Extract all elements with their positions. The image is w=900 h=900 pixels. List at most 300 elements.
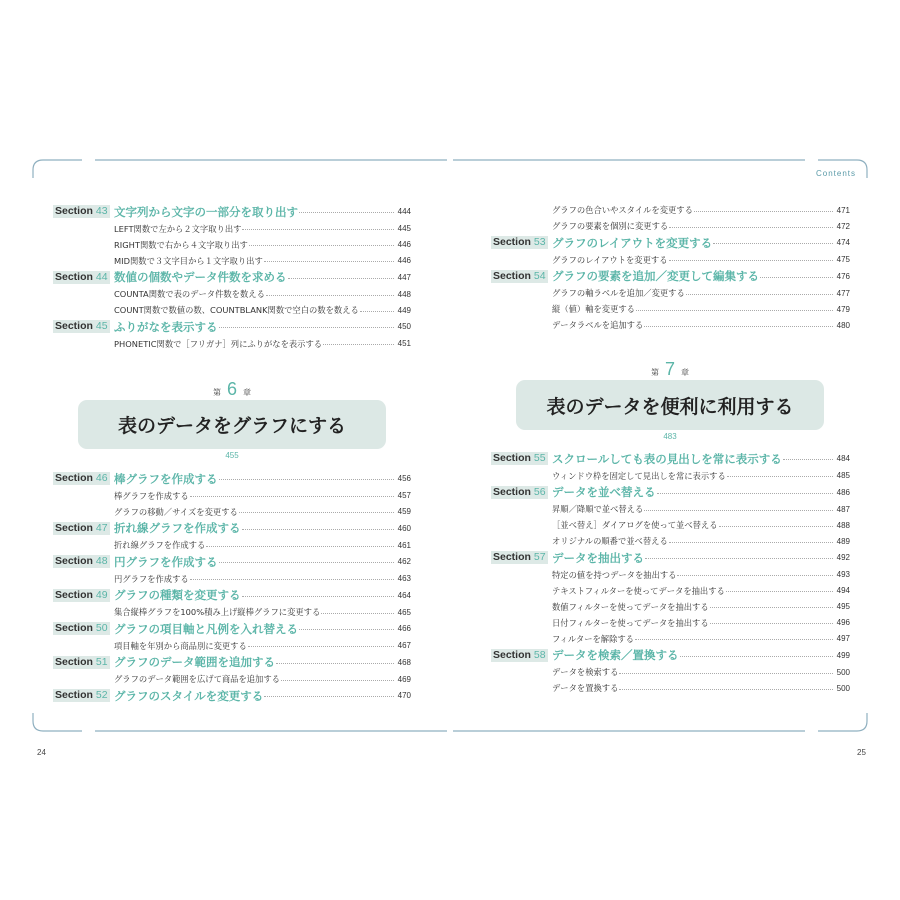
dotted-leader: [242, 229, 394, 230]
toc-entry: [552, 470, 834, 482]
section-number: 45: [95, 320, 108, 333]
contents-running-head: Contents: [815, 169, 856, 178]
dotted-leader: [694, 211, 833, 212]
toc-entry: [552, 303, 834, 315]
toc-entry-title: グラフのスタイルを変更する: [114, 688, 264, 703]
dotted-leader: [239, 512, 394, 513]
toc-subsection-row[interactable]: [53, 571, 411, 587]
toc-entry: [114, 640, 395, 652]
toc-subsection-row[interactable]: [491, 501, 850, 517]
toc-entry: [552, 503, 834, 515]
toc-section-row[interactable]: [53, 587, 411, 605]
toc-page-number: 479: [836, 304, 850, 314]
toc-subsection-row[interactable]: [491, 599, 850, 615]
toc-entry: [552, 319, 834, 331]
dotted-leader: [727, 476, 833, 477]
dotted-leader: [288, 278, 395, 279]
dotted-leader: [669, 227, 833, 228]
toc-subsection-row[interactable]: [53, 638, 411, 654]
toc-subsection-row[interactable]: [491, 567, 850, 583]
toc-subsection-row[interactable]: [491, 202, 850, 218]
toc-subsection-row[interactable]: [491, 583, 850, 599]
section-number: 44: [95, 270, 108, 283]
dotted-leader: [783, 459, 833, 460]
toc-page-number: 471: [836, 205, 850, 215]
dotted-leader: [635, 639, 833, 640]
toc-section-row[interactable]: [491, 549, 850, 567]
section-word: Section: [493, 269, 531, 282]
toc-entry: [552, 585, 834, 597]
section-word: Section: [55, 689, 93, 702]
toc-entry-title: 折れ線グラフを作成する: [114, 540, 206, 550]
toc-subsection-row[interactable]: [53, 336, 411, 352]
toc-subsection-row[interactable]: [491, 218, 850, 234]
toc-entry: [114, 587, 395, 603]
section-word: Section: [55, 205, 93, 218]
toc-subsection-row[interactable]: [53, 537, 411, 553]
toc-subsection-row[interactable]: [491, 533, 850, 549]
toc-entry-title: 円グラフを作成する: [114, 554, 218, 569]
frame-corner-bottom-right: [818, 713, 867, 731]
dotted-leader: [760, 277, 833, 278]
toc-page-number: 461: [397, 540, 411, 550]
section-label: [53, 472, 110, 485]
dotted-leader: [206, 546, 394, 547]
section-word: Section: [493, 648, 531, 661]
toc-subsection-row[interactable]: [53, 671, 411, 687]
toc-entry-title: COUNTA関数で表のデータ件数を数える: [114, 289, 265, 299]
toc-entry-title: 折れ線グラフを作成する: [114, 521, 241, 536]
toc-entry-title: 項目軸を年別から商品別に変更する: [114, 640, 247, 651]
toc-entry: [552, 204, 834, 216]
chapter-7-page: 483: [663, 432, 677, 441]
toc-entry-title: グラフの色合いやスタイルを変更する: [552, 205, 693, 215]
section-label: [491, 649, 548, 662]
toc-entry-title: フィルターを解除する: [552, 633, 634, 644]
section-label: [491, 452, 548, 465]
dotted-leader: [242, 529, 395, 530]
section-label: [53, 622, 110, 635]
dotted-leader: [657, 493, 834, 494]
toc-subsection-row[interactable]: [491, 301, 850, 317]
dotted-leader: [719, 526, 833, 527]
toc-page-number: 472: [836, 221, 850, 231]
dotted-leader: [266, 295, 394, 296]
section-number: 58: [533, 648, 546, 661]
toc-entry-title: 数値フィルターを使ってデータを抽出する: [552, 601, 709, 612]
toc-entry: [552, 569, 834, 581]
toc-section-row[interactable]: [491, 484, 850, 502]
toc-section-row[interactable]: [53, 620, 411, 638]
section-word: Section: [493, 236, 531, 249]
dotted-leader: [710, 607, 833, 608]
section-word: Section: [55, 270, 93, 283]
toc-block-left-top: [53, 203, 411, 352]
chapter-number: 6: [226, 379, 237, 399]
toc-subsection-row[interactable]: [53, 302, 411, 318]
dotted-leader: [219, 479, 395, 480]
toc-page-number: 451: [397, 339, 411, 348]
toc-page-number: 462: [397, 557, 411, 567]
chapter-number: 7: [664, 359, 675, 379]
toc-entry: [552, 235, 834, 251]
toc-entry: [114, 288, 395, 300]
toc-subsection-row[interactable]: [491, 615, 850, 631]
toc-entry-title: データを検索／置換する: [552, 648, 679, 663]
section-word: Section: [493, 551, 531, 564]
toc-section-row[interactable]: [53, 470, 411, 488]
section-word: Section: [55, 320, 93, 333]
toc-page-number: 477: [836, 288, 850, 298]
toc-page-number: 463: [397, 574, 411, 583]
dotted-leader: [299, 629, 394, 630]
section-label: [491, 270, 548, 283]
toc-entry: [552, 484, 834, 500]
section-word: Section: [493, 485, 531, 498]
dotted-leader: [249, 245, 394, 246]
dotted-leader: [323, 344, 394, 345]
toc-entry: [552, 601, 834, 613]
dotted-leader: [242, 596, 395, 597]
toc-page-number: 447: [397, 272, 411, 282]
section-label: [53, 689, 110, 702]
section-number: 56: [533, 485, 546, 498]
toc-subsection-row[interactable]: [491, 631, 850, 647]
section-label: [491, 551, 548, 564]
section-label: [491, 486, 548, 499]
toc-page-number: 468: [397, 657, 411, 667]
toc-page-number: 470: [397, 691, 411, 701]
toc-entry-title: データを置換する: [552, 683, 619, 693]
section-word: Section: [55, 555, 93, 568]
toc-entry: [552, 647, 834, 663]
toc-page-number: 459: [397, 507, 411, 516]
toc-page-number: 486: [836, 487, 850, 497]
dotted-leader: [619, 673, 833, 674]
toc-page-number: 499: [836, 650, 850, 660]
toc-entry-title: グラフの移動／サイズを変更する: [114, 506, 238, 517]
dotted-leader: [276, 663, 394, 664]
toc-page-number: 444: [397, 207, 411, 217]
toc-entry: [552, 287, 834, 299]
toc-section-row[interactable]: [53, 203, 411, 221]
toc-page-number: 446: [397, 256, 411, 265]
toc-page-number: 460: [397, 523, 411, 533]
toc-entry-title: スクロールしても表の見出しを常に表示する: [552, 451, 782, 466]
dotted-leader: [713, 243, 833, 244]
section-number: 52: [95, 689, 108, 702]
toc-page-number: 457: [397, 491, 411, 500]
dotted-leader: [264, 261, 394, 262]
dotted-leader: [281, 680, 394, 681]
toc-entry-title: データラベルを追加する: [552, 320, 644, 330]
toc-section-row[interactable]: [491, 268, 850, 286]
toc-entry-title: データを並べ替える: [552, 485, 656, 500]
toc-page-number: 466: [397, 624, 411, 634]
toc-section-row[interactable]: [53, 654, 411, 672]
toc-subsection-row[interactable]: [53, 286, 411, 302]
toc-entry-title: LEFT関数で左から２文字取り出す: [114, 223, 242, 234]
toc-page-number: 494: [836, 586, 850, 595]
toc-subsection-row[interactable]: [53, 221, 411, 237]
toc-page-number: 485: [836, 471, 850, 480]
chapter-6-number: [172, 379, 292, 399]
toc-entry: [114, 506, 395, 518]
dotted-leader: [360, 311, 394, 312]
toc-page-number: 467: [397, 641, 411, 650]
section-label: [53, 589, 110, 602]
chapter-prefix: 第: [212, 388, 221, 397]
toc-page-number: 500: [836, 683, 850, 693]
toc-entry: [552, 666, 834, 678]
toc-entry: [552, 617, 834, 629]
toc-entry: [552, 633, 834, 645]
toc-subsection-row[interactable]: [491, 517, 850, 533]
toc-subsection-row[interactable]: [491, 680, 850, 696]
toc-page-number: 448: [397, 289, 411, 299]
toc-page-number: 475: [836, 255, 850, 264]
toc-page-number: 480: [836, 320, 850, 330]
section-label: [53, 522, 110, 535]
toc-entry-title: PHONETIC関数で［フリガナ］列にふりがなを表示する: [114, 338, 323, 349]
dotted-leader: [644, 510, 833, 511]
section-number: 53: [533, 236, 546, 249]
dotted-leader: [299, 212, 394, 213]
toc-entry-title: グラフの項目軸と凡例を入れ替える: [114, 621, 298, 636]
toc-entry-title: グラフのデータ範囲を広げて商品を追加する: [114, 674, 280, 684]
toc-entry: [114, 573, 395, 585]
toc-page-number: 469: [397, 674, 411, 684]
toc-entry-title: オリジナルの順番で並べ替える: [552, 536, 668, 546]
toc-entry: [114, 688, 395, 704]
toc-entry: [114, 204, 395, 220]
chapter-suffix: 章: [681, 368, 689, 377]
toc-page-number: 474: [836, 238, 850, 248]
toc-entry-title: 縦（値）軸を変更する: [552, 304, 635, 314]
section-number: 48: [95, 555, 108, 568]
toc-entry: [114, 520, 395, 536]
toc-entry-title: グラフの要素を追加／変更して編集する: [552, 269, 759, 284]
dotted-leader: [726, 591, 833, 592]
toc-entry-title: ふりがなを表示する: [114, 319, 218, 334]
section-number: 57: [533, 551, 546, 564]
toc-page-number: 465: [397, 607, 411, 617]
dotted-leader: [677, 575, 833, 576]
section-label: [53, 555, 110, 568]
toc-page-number: 487: [836, 504, 850, 514]
section-number: 51: [95, 655, 108, 668]
toc-entry: [114, 606, 395, 618]
toc-page-number: 488: [836, 520, 850, 530]
toc-entry: [114, 338, 395, 350]
toc-entry-title: 文字列から文字の一部分を取り出す: [114, 204, 298, 219]
chapter-suffix: 章: [243, 388, 251, 397]
section-number: 50: [95, 622, 108, 635]
toc-entry: [552, 550, 834, 566]
dotted-leader: [264, 696, 394, 697]
toc-entry-title: 棒グラフを作成する: [114, 490, 189, 501]
toc-page-number: 496: [836, 618, 850, 627]
toc-subsection-row[interactable]: [491, 252, 850, 268]
toc-entry: [552, 451, 834, 467]
toc-entry-title: グラフの種類を変更する: [114, 588, 241, 603]
toc-entry-title: テキストフィルターを使ってデータを抽出する: [552, 585, 725, 596]
toc-entry-title: データを検索する: [552, 667, 619, 677]
toc-entry-title: COUNT関数で数値の数、COUNTBLANK関数で空白の数を数える: [114, 305, 359, 315]
dotted-leader: [248, 646, 394, 647]
toc-entry-title: ［並べ替え］ダイアログを使って並べ替える: [552, 520, 718, 530]
toc-section-row[interactable]: [491, 234, 850, 252]
frame-corner-bottom-left: [33, 713, 82, 731]
dotted-leader: [669, 542, 833, 543]
page-number-right: 25: [857, 748, 866, 757]
toc-entry: [552, 535, 834, 547]
toc-section-row[interactable]: [491, 647, 850, 665]
toc-entry: [114, 654, 395, 670]
frame-corner-top-left: [33, 160, 82, 178]
section-label: [53, 320, 110, 333]
toc-entry: [552, 268, 834, 284]
section-word: Section: [55, 588, 93, 601]
toc-page-number: 489: [836, 536, 850, 546]
section-number: 55: [533, 452, 546, 465]
toc-entry: [552, 254, 834, 266]
toc-page-number: 484: [836, 454, 850, 464]
chapter-6-page: 455: [225, 451, 239, 460]
toc-section-row[interactable]: [53, 318, 411, 336]
section-word: Section: [55, 622, 93, 635]
toc-entry-title: ウィンドウ枠を固定して見出しを常に表示する: [552, 470, 726, 481]
toc-entry-title: 日付フィルターを使ってデータを抽出する: [552, 617, 709, 628]
dotted-leader: [190, 579, 394, 580]
chapter-7-title[interactable]: 表のデータを便利に利用する: [516, 380, 824, 430]
toc-entry-title: 集合縦棒グラフを100%積み上げ縦棒グラフに変更する: [114, 607, 321, 617]
dotted-leader: [710, 623, 833, 624]
dotted-leader: [219, 327, 395, 328]
section-word: Section: [55, 521, 93, 534]
toc-entry: [114, 223, 395, 235]
dotted-leader: [644, 326, 833, 327]
toc-entry: [552, 682, 834, 694]
toc-subsection-row[interactable]: [53, 253, 411, 269]
chapter-7-number: [610, 359, 730, 379]
toc-section-row[interactable]: [53, 520, 411, 538]
toc-subsection-row[interactable]: [491, 468, 850, 484]
toc-entry-title: グラフのレイアウトを変更する: [552, 235, 713, 250]
toc-page-number: 450: [397, 322, 411, 332]
toc-subsection-row[interactable]: [53, 504, 411, 520]
toc-entry-title: データを抽出する: [552, 550, 644, 565]
toc-block-right-top: [491, 202, 850, 333]
toc-page-number: 464: [397, 590, 411, 600]
toc-entry-title: 棒グラフを作成する: [114, 471, 218, 486]
toc-subsection-row[interactable]: [491, 664, 850, 680]
toc-entry: [114, 539, 395, 551]
toc-entry-title: MID関数で３文字目から１文字取り出す: [114, 255, 263, 266]
toc-entry: [114, 471, 395, 487]
toc-page-number: 495: [836, 602, 850, 611]
dotted-leader: [190, 496, 394, 497]
toc-page-number: 476: [836, 271, 850, 281]
toc-subsection-row[interactable]: [53, 488, 411, 504]
dotted-leader: [219, 562, 395, 563]
toc-entry: [114, 490, 395, 502]
dotted-leader: [619, 689, 833, 690]
toc-entry-title: 昇順／降順で並べ替える: [552, 504, 644, 514]
toc-entry-title: グラフのレイアウトを変更する: [552, 254, 668, 265]
toc-entry-title: 特定の値を持つデータを抽出する: [552, 569, 677, 580]
toc-page-number: 492: [836, 553, 850, 563]
section-number: 49: [95, 588, 108, 601]
toc-section-row[interactable]: [53, 687, 411, 705]
section-label: [53, 205, 110, 218]
toc-entry-title: RIGHT関数で右から４文字取り出す: [114, 239, 248, 250]
section-number: 46: [95, 472, 108, 485]
section-word: Section: [493, 452, 531, 465]
toc-page-number: 493: [836, 570, 850, 579]
toc-page-number: 449: [397, 305, 411, 315]
dotted-leader: [686, 294, 833, 295]
page-number-left: 24: [37, 748, 46, 757]
toc-entry-title: 数値の個数やデータ件数を求める: [114, 270, 287, 285]
toc-entry: [114, 673, 395, 685]
toc-section-row[interactable]: [53, 553, 411, 571]
chapter-6-title[interactable]: 表のデータをグラフにする: [78, 400, 386, 449]
toc-entry: [552, 220, 834, 232]
toc-entry: [552, 519, 834, 531]
dotted-leader: [669, 260, 834, 261]
section-number: 54: [533, 269, 546, 282]
section-label: [53, 656, 110, 669]
dotted-leader: [321, 613, 394, 614]
toc-entry: [114, 269, 395, 285]
toc-subsection-row[interactable]: [491, 317, 850, 333]
toc-subsection-row[interactable]: [53, 237, 411, 253]
toc-section-row[interactable]: [491, 450, 850, 468]
dotted-leader: [636, 310, 833, 311]
toc-entry: [114, 621, 395, 637]
section-number: 47: [95, 521, 108, 534]
chapter-prefix: 第: [650, 368, 659, 377]
dotted-leader: [645, 558, 833, 559]
toc-section-row[interactable]: [53, 269, 411, 287]
toc-subsection-row[interactable]: [53, 604, 411, 620]
section-label: [491, 236, 548, 249]
toc-page-number: 500: [836, 667, 850, 677]
section-number: 43: [95, 205, 108, 218]
toc-entry: [114, 239, 395, 251]
toc-entry: [114, 304, 395, 316]
toc-page-number: 497: [836, 634, 850, 643]
section-word: Section: [55, 655, 93, 668]
toc-entry-title: 円グラフを作成する: [114, 573, 189, 584]
toc-page-number: 446: [397, 240, 411, 249]
toc-entry-title: グラフの要素を個別に変更する: [552, 221, 669, 231]
toc-entry: [114, 255, 395, 267]
dotted-leader: [680, 656, 834, 657]
toc-entry-title: グラフの軸ラベルを追加／変更する: [552, 288, 685, 298]
toc-block-left-bottom: [53, 470, 411, 705]
toc-entry: [114, 554, 395, 570]
toc-entry: [114, 319, 395, 335]
toc-page-number: 445: [397, 224, 411, 233]
section-word: Section: [55, 472, 93, 485]
toc-block-right-bottom: [491, 450, 850, 696]
section-label: [53, 271, 110, 284]
toc-page-number: 456: [397, 474, 411, 484]
toc-entry-title: グラフのデータ範囲を追加する: [114, 655, 275, 670]
toc-subsection-row[interactable]: [491, 285, 850, 301]
